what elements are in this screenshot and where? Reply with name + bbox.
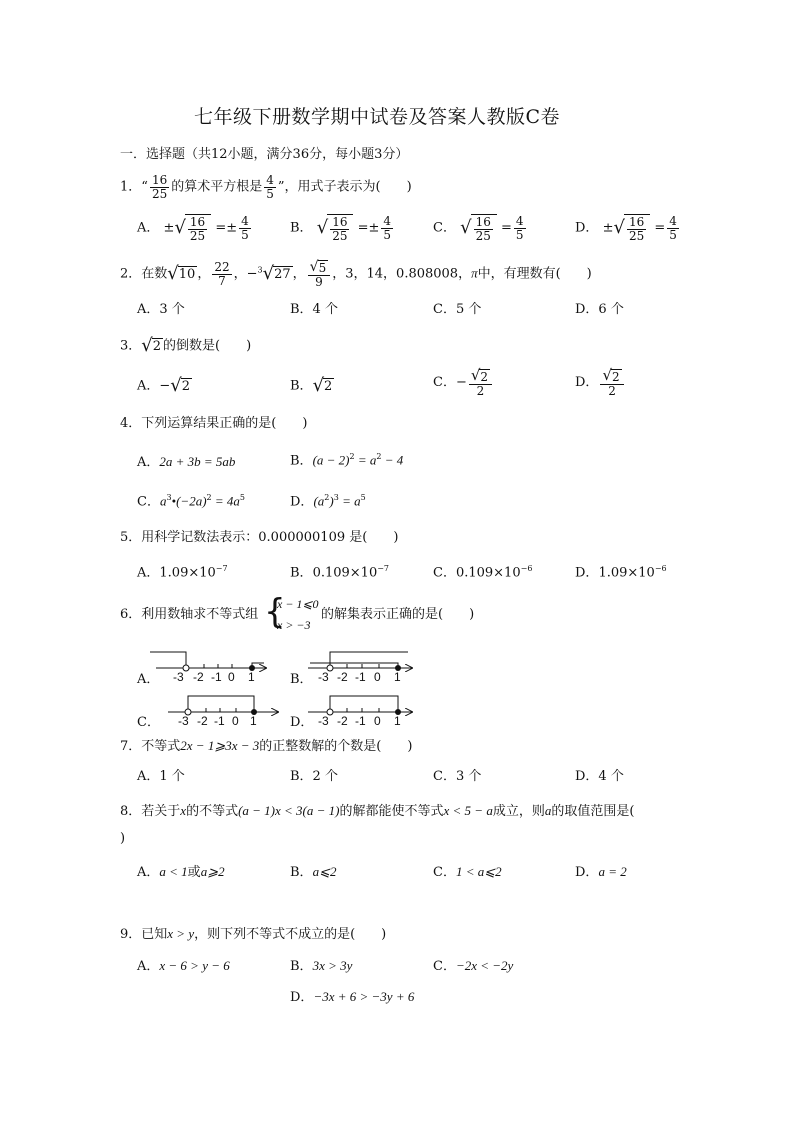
tick-label: -1	[355, 670, 366, 684]
question-6-option-b-label[interactable]: B．	[290, 672, 313, 687]
text: 2．在数	[120, 266, 168, 282]
math-expression: 1.09×10	[598, 565, 655, 581]
radicand: 2	[152, 339, 162, 355]
denominator: 5	[515, 227, 524, 242]
option-label: C．	[433, 959, 456, 974]
question-6-stem-tail: 的解集表示正确的是( )	[321, 607, 475, 622]
option-label: A．	[137, 220, 160, 236]
option-label: A．	[137, 565, 160, 581]
math-expression: 2x − 1⩾3x − 3	[180, 738, 260, 753]
option-label: D．	[575, 865, 599, 880]
question-7-option-c[interactable]: C．3 个	[433, 769, 482, 784]
radicand: 27	[274, 267, 291, 283]
number-line-option-b	[308, 652, 412, 684]
text: ，3，14，0.808008，	[332, 266, 472, 282]
question-6-stem-lead: 6．利用数轴求不等式组	[120, 607, 259, 622]
question-6-option-d-label[interactable]: D．	[290, 715, 314, 730]
math-expression: x > y	[167, 926, 195, 941]
question-9-stem	[120, 927, 386, 941]
sqrt-icon: √	[170, 375, 182, 396]
number-line-option-a	[150, 652, 266, 684]
tick-label: 1	[394, 670, 401, 684]
tick-label: -3	[173, 670, 184, 684]
exponent: −6	[520, 564, 533, 573]
math-expression: •(−2a)	[171, 493, 207, 509]
exponent: −7	[377, 564, 390, 573]
sqrt-icon: √	[309, 259, 319, 275]
quote-mark: “	[141, 179, 148, 195]
minus-sign: −	[246, 266, 258, 282]
option-label: D．	[575, 220, 599, 236]
question-3-option-b[interactable]	[290, 377, 334, 395]
plus-minus: ±	[226, 220, 238, 236]
denominator: 25	[151, 186, 168, 201]
math-expression: a < 1	[159, 864, 188, 879]
radicand	[471, 214, 497, 242]
question-number: 3．	[120, 338, 142, 354]
option-label: A．	[137, 959, 160, 974]
question-1-option-a[interactable]	[137, 214, 253, 242]
math-expression: −2x < −2y	[455, 958, 514, 973]
sqrt-icon: √	[141, 335, 153, 356]
option-label: C．	[137, 494, 160, 510]
tick-label: 0	[374, 714, 381, 728]
exponent: 5	[239, 493, 245, 502]
text: 的倒数是( )	[163, 338, 252, 354]
question-2-option-d[interactable]: D．6 个	[575, 302, 624, 317]
question-3-option-d[interactable]	[575, 368, 626, 397]
equals: =	[501, 220, 512, 236]
tick-label: 0	[232, 714, 239, 728]
text: 的不等式	[186, 804, 239, 819]
math-expression: (a	[313, 493, 325, 509]
tick-label: 0	[374, 670, 381, 684]
math-expression: 3x > 3y	[312, 958, 353, 973]
text: 的正整数解的个数是( )	[259, 739, 413, 754]
tick-label: -1	[214, 714, 225, 728]
exponent: −6	[654, 564, 667, 573]
radicand: 10	[178, 267, 196, 283]
numerator: 16	[475, 215, 491, 229]
question-1-option-b[interactable]	[290, 214, 395, 242]
text: 的取值范围是(	[551, 804, 635, 819]
question-9-option-a[interactable]	[137, 959, 230, 973]
number-line-option-c	[168, 696, 278, 728]
question-4-stem: 4．下列运算结果正确的是( )	[120, 416, 308, 431]
sqrt-icon: √	[470, 366, 481, 384]
equals: =	[357, 220, 369, 236]
text: 9．已知	[120, 927, 168, 942]
question-5-option-b[interactable]	[290, 565, 389, 579]
option-label: C．	[433, 565, 456, 581]
denominator: 5	[669, 227, 677, 242]
tick-label: -1	[355, 714, 366, 728]
plus-minus: ±	[163, 220, 175, 236]
question-4-option-b[interactable]	[290, 453, 403, 467]
math-expression: 0.109×10	[455, 565, 521, 581]
radicand: 2	[612, 369, 620, 384]
question-2-stem	[120, 260, 592, 288]
text: 中，有理数有( )	[477, 266, 592, 282]
tick-label: -3	[318, 670, 329, 684]
plus-minus: ±	[602, 220, 614, 236]
option-label: A．	[137, 865, 160, 880]
tick-label: 0	[228, 670, 235, 684]
tick-label: -2	[337, 714, 348, 728]
plus-minus: ±	[368, 220, 380, 236]
tick-label: -3	[318, 714, 329, 728]
comma: ，	[292, 266, 306, 282]
math-expression: x < 5 − a	[443, 803, 493, 818]
option-label: A．	[137, 455, 160, 470]
question-7-option-d[interactable]: D．4 个	[575, 769, 624, 784]
tick-label: -2	[197, 714, 208, 728]
question-4-option-c[interactable]	[137, 494, 245, 508]
denominator: 2	[608, 383, 616, 398]
question-1-option-c[interactable]	[433, 214, 528, 242]
text: 成立，则	[492, 804, 545, 819]
question-1-stem	[120, 174, 412, 200]
math-expression: = a	[338, 493, 361, 509]
tick-label: -2	[337, 670, 348, 684]
option-label: C．	[433, 220, 456, 236]
denominator: 5	[241, 227, 249, 242]
question-8-stem-close: )	[120, 831, 126, 846]
question-8-stem	[120, 804, 634, 818]
radicand: 2	[181, 379, 191, 395]
question-1-option-d[interactable]	[575, 214, 681, 242]
denominator: 25	[189, 228, 206, 243]
math-expression: 0.109×10	[312, 565, 378, 581]
math-expression: (a − 2)	[312, 452, 350, 468]
exponent: 2	[349, 452, 355, 461]
radicand	[327, 214, 353, 242]
equals: =	[654, 220, 666, 236]
pi-symbol: π	[471, 265, 478, 281]
sqrt-icon: √	[613, 217, 625, 239]
math-expression: 2a + 3b = 5ab	[159, 454, 236, 469]
radicand	[624, 214, 650, 242]
math-expression: (a − 1)x < 3(a − 1)	[238, 803, 340, 818]
question-3-option-c[interactable]	[433, 368, 494, 397]
question-2-option-a[interactable]: A．3 个	[137, 302, 185, 317]
math-expression: = a	[354, 452, 377, 468]
option-label: B．	[290, 220, 313, 236]
option-label: B．	[290, 453, 313, 469]
question-4-option-d[interactable]	[290, 494, 366, 508]
question-6-option-c-label[interactable]: C．	[137, 715, 160, 730]
question-number: 1．	[120, 179, 142, 195]
equals: =	[215, 220, 227, 236]
numerator: 16	[151, 173, 168, 187]
text: 的解都能使不等式	[339, 804, 444, 819]
variable: x	[180, 803, 187, 818]
numerator: 16	[332, 215, 348, 229]
sqrt-icon: √	[167, 263, 179, 285]
sqrt-icon: √	[316, 217, 329, 239]
denominator: 2	[476, 383, 485, 398]
option-label: D．	[575, 375, 599, 391]
fraction-4-5	[264, 174, 276, 200]
numerator: 4	[515, 214, 524, 228]
tick-label: 1	[248, 670, 255, 684]
option-label: D．	[290, 494, 314, 510]
minus-sign: −	[455, 375, 467, 391]
option-label: C．	[433, 375, 456, 391]
question-3-option-a[interactable]	[137, 377, 192, 395]
option-label: B．	[290, 959, 313, 974]
question-5-option-c[interactable]	[433, 565, 532, 579]
option-label: C．	[433, 865, 456, 880]
cube-root-icon: √	[262, 263, 275, 285]
option-label: B．	[290, 378, 313, 394]
text: 的算术平方根是	[171, 179, 263, 195]
number-line-option-d	[308, 696, 412, 728]
radicand: 5	[318, 261, 327, 276]
question-8-option-a[interactable]	[137, 865, 225, 879]
root-index: 3	[257, 265, 263, 275]
tick-label: -3	[178, 714, 189, 728]
question-6-option-a-label[interactable]: A．	[137, 672, 160, 687]
denominator: 9	[315, 274, 323, 289]
system-brace-icon: {	[264, 592, 286, 632]
math-expression: a	[159, 493, 167, 509]
fraction-16-25	[150, 174, 169, 200]
math-expression: 1 < a⩽2	[455, 864, 502, 879]
exponent: 3	[166, 493, 172, 502]
math-expression: 1.09×10	[159, 565, 216, 581]
question-8-option-d[interactable]	[575, 865, 627, 879]
math-expression: a⩾2	[200, 864, 225, 879]
sqrt-icon: √	[460, 217, 472, 239]
section-heading: 一．选择题（共12小题，满分36分，每小题3分）	[120, 147, 409, 162]
question-5-option-a[interactable]	[137, 565, 228, 579]
denominator: 25	[475, 228, 491, 243]
denominator: 25	[332, 228, 348, 243]
option-label: B．	[290, 865, 313, 880]
variable: a	[544, 803, 552, 818]
exponent: −7	[215, 564, 228, 573]
math-expression: x − 6 > y − 6	[159, 958, 230, 973]
numerator: 4	[383, 214, 392, 228]
tick-label: 1	[394, 714, 401, 728]
inequality-2: x > −3	[277, 618, 311, 632]
math-expression: )	[329, 493, 334, 509]
denominator: 5	[383, 227, 392, 242]
exponent: 2	[324, 493, 330, 502]
text: 或	[187, 865, 201, 880]
numerator: 16	[628, 215, 645, 229]
exponent: 5	[360, 493, 366, 502]
question-3-stem	[120, 337, 251, 355]
option-label: A．	[137, 378, 160, 394]
minus-sign: −	[159, 378, 171, 394]
math-expression: − 4	[381, 452, 404, 468]
exponent: 3	[333, 493, 339, 502]
page-title: 七年级下册数学期中试卷及答案人教版C卷	[194, 106, 561, 128]
radicand: 2	[324, 379, 333, 395]
math-expression: a⩽2	[312, 864, 337, 879]
radicand	[185, 214, 211, 242]
number-lines-figure	[150, 646, 420, 730]
option-label: D．	[575, 565, 599, 581]
math-expression: = 4a	[211, 493, 240, 509]
question-5-option-d[interactable]	[575, 565, 667, 579]
math-expression: −3x + 6 > −3y + 6	[313, 989, 415, 1004]
text: ，则下列不等式不成立的是( )	[194, 927, 387, 942]
exponent: 2	[206, 493, 212, 502]
numerator: 16	[189, 215, 206, 229]
question-7-option-a[interactable]: A．1 个	[137, 769, 185, 784]
inequality-1: x − 1⩽0	[277, 597, 319, 611]
denominator: 7	[218, 273, 226, 288]
exponent: 2	[376, 452, 382, 461]
question-2-option-b[interactable]: B．4 个	[290, 302, 338, 317]
question-7-stem	[120, 739, 412, 753]
numerator: 4	[241, 214, 249, 228]
sqrt-icon: √	[312, 375, 325, 396]
text: 7．不等式	[120, 739, 181, 754]
tick-label: -1	[211, 670, 222, 684]
sqrt-icon: √	[602, 366, 612, 384]
question-9-option-d[interactable]	[290, 990, 414, 1004]
tick-label: 1	[250, 714, 257, 728]
radicand: 2	[480, 369, 489, 384]
comma: ，	[233, 266, 247, 282]
numerator: 4	[669, 214, 677, 228]
numerator: 22	[214, 260, 230, 275]
question-9-option-c[interactable]	[433, 959, 513, 973]
option-label: D．	[290, 990, 314, 1005]
text: 8．若关于	[120, 804, 181, 819]
question-2-option-c[interactable]: C．5 个	[433, 302, 482, 317]
sqrt-icon: √	[174, 217, 186, 239]
question-7-option-b[interactable]: B．2 个	[290, 769, 338, 784]
tick-label: -2	[193, 670, 204, 684]
option-label: B．	[290, 565, 313, 581]
question-4-option-a[interactable]	[137, 455, 235, 469]
question-9-option-b[interactable]	[290, 959, 352, 973]
denominator: 25	[628, 228, 645, 243]
comma: ，	[197, 266, 211, 282]
question-5-stem: 5．用科学记数法表示：0.000000109 是( )	[120, 530, 399, 545]
math-expression: a = 2	[598, 864, 627, 879]
question-8-option-b[interactable]	[290, 865, 336, 879]
denominator: 5	[266, 186, 274, 201]
question-8-option-c[interactable]	[433, 865, 502, 879]
numerator: 4	[266, 173, 274, 187]
text: ”，用式子表示为( )	[277, 179, 412, 195]
